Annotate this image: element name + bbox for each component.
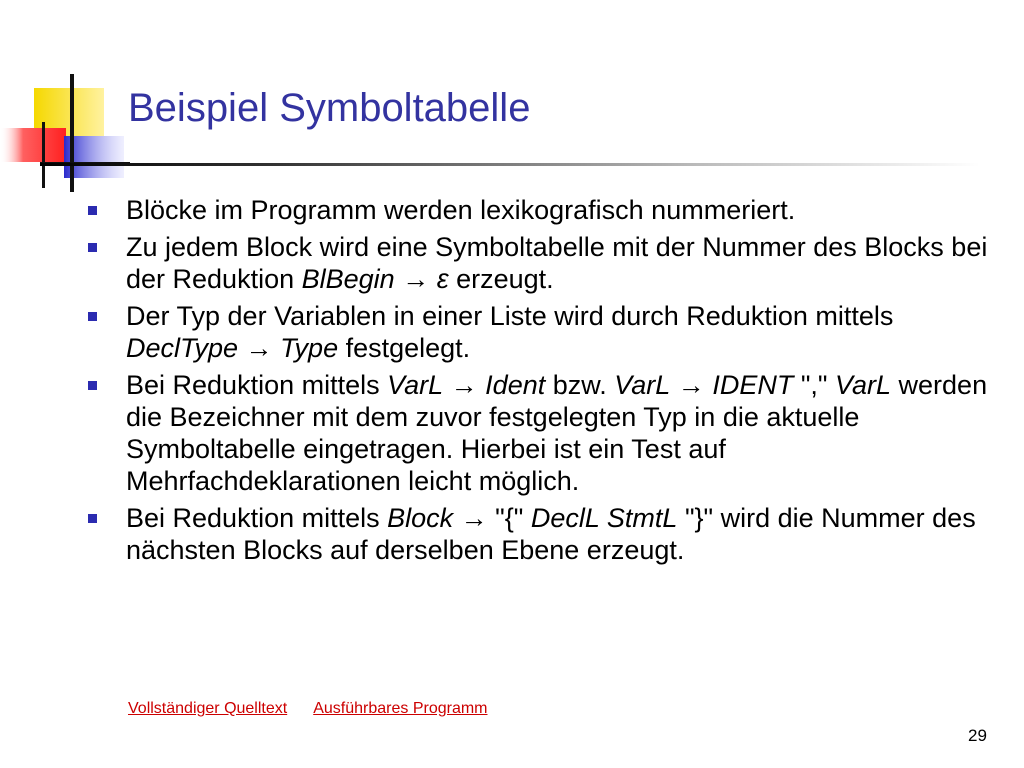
title-divider: [40, 163, 980, 166]
grammar-symbol: Type: [280, 333, 339, 363]
bullet-icon: [88, 206, 97, 215]
bullet-icon: [88, 312, 97, 321]
bullet-item: [88, 194, 1008, 226]
bullet-text: "}" wird die Nummer des nächsten Blocks auf derselben Ebene erzeugt.: [126, 503, 976, 565]
bullet-list: [88, 194, 1008, 571]
bullet-item: [88, 231, 1008, 295]
page-number: 29: [968, 726, 987, 745]
grammar-symbol: DeclType: [126, 333, 239, 363]
bullet-icon: [88, 514, 97, 523]
bullet-item: [88, 502, 1008, 566]
grammar-symbol: DeclL StmtL: [530, 503, 678, 533]
executable-program-link[interactable]: Ausführbares Programm: [313, 700, 488, 717]
grammar-symbol: ε: [436, 264, 449, 294]
footer-links: [128, 700, 488, 718]
bullet-item: [88, 300, 1008, 364]
grammar-symbol: VarL: [614, 370, 671, 400]
arrow-symbol: →: [238, 333, 281, 363]
bullet-text: Bei Reduktion mittels: [126, 370, 388, 400]
bullet-text: erzeugt.: [448, 264, 554, 294]
bullet-text: "{": [495, 503, 531, 533]
slide-decoration-logo: [0, 0, 140, 200]
bullet-text: Blöcke im Programm werden lexikografisch nummeriert.: [126, 195, 796, 225]
bullet-text: Bei Reduktion mittels: [126, 503, 388, 533]
arrow-symbol: →: [670, 370, 713, 400]
grammar-symbol: VarL: [835, 370, 892, 400]
bullet-text: Zu jedem Block wird eine Symboltabelle mit der Nummer des Blocks bei der Reduktion: [126, 232, 988, 294]
bullet-text: Der Typ der Variablen in einer Liste wird durch Reduktion mittels: [126, 301, 894, 331]
grammar-symbol: BlBegin: [301, 264, 395, 294]
bullet-item: [88, 369, 1008, 497]
arrow-symbol: →: [394, 264, 437, 294]
bullet-text: ",": [793, 370, 835, 400]
grammar-symbol: Ident: [485, 370, 546, 400]
grammar-symbol: Block: [387, 503, 454, 533]
arrow-symbol: →: [443, 370, 486, 400]
bullet-text: bzw.: [545, 370, 615, 400]
grammar-symbol: VarL: [387, 370, 444, 400]
grammar-symbol: IDENT: [712, 370, 794, 400]
bullet-text: festgelegt.: [338, 333, 471, 363]
bullet-icon: [88, 243, 97, 252]
arrow-symbol: →: [453, 503, 496, 533]
slide-title: Beispiel Symboltabelle: [128, 86, 531, 130]
source-code-link[interactable]: Vollständiger Quelltext: [128, 700, 288, 717]
bullet-icon: [88, 381, 97, 390]
bullet-text: werden die Bezeichner mit dem zuvor festgelegten Typ in die aktuelle Symboltabelle eingetragen. Hierbei ist ein Test auf Mehrfachdeklarationen leicht möglich.: [126, 370, 988, 496]
